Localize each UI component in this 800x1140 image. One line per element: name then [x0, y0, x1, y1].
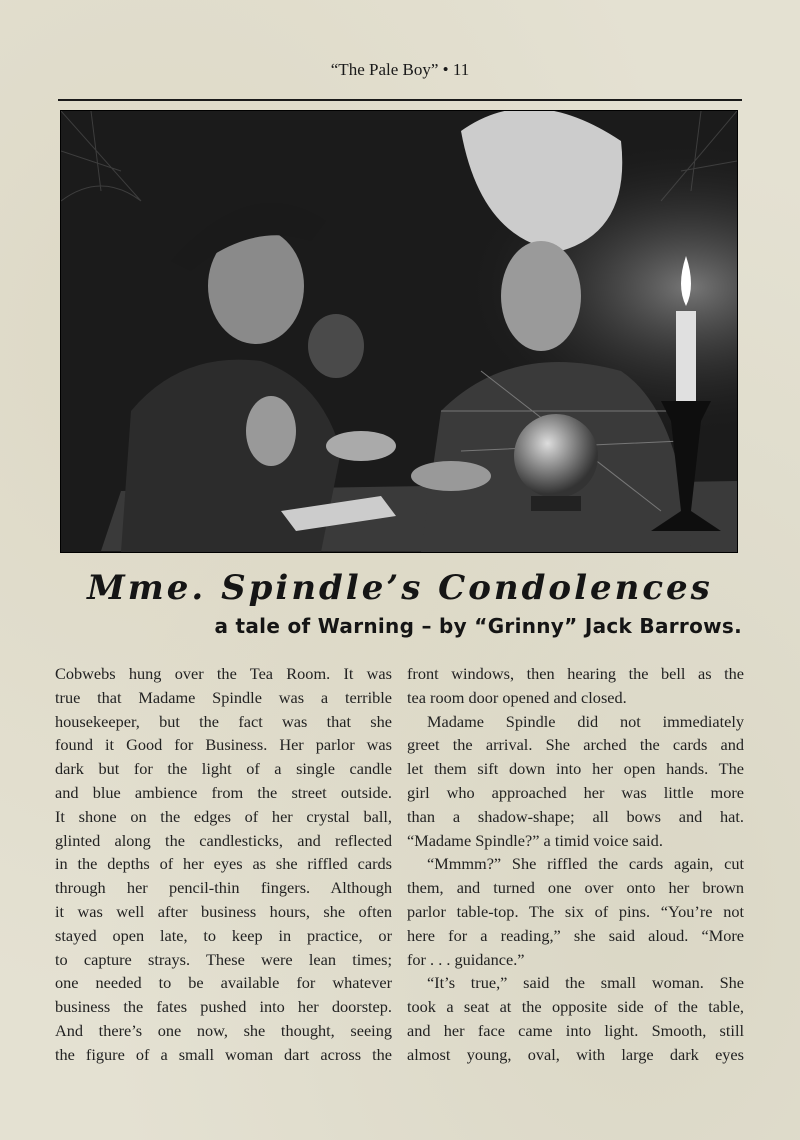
story-title: Mme. Spindle’s Condolences: [87, 568, 713, 608]
text-line: almost young, oval, with large dark eyes: [407, 1044, 744, 1064]
text-line: to capture strays. These were lean times;: [55, 949, 392, 969]
text-line: and her face came into light. Smooth, still: [407, 1020, 744, 1040]
text-line: than a shadow-shape; all bows and hat.: [407, 806, 744, 826]
text-line: the figure of a small woman dart across the: [55, 1044, 392, 1064]
left-text-column: [55, 662, 392, 1067]
story-illustration: [60, 110, 738, 553]
text-line: Madame Spindle did not immediately: [427, 711, 744, 731]
text-line: Cobwebs hung over the Tea Room. It was: [55, 664, 392, 683]
text-line: front windows, then hearing the bell as the: [407, 664, 744, 683]
text-line: for . . . guidance.”: [407, 949, 525, 969]
right-text-column: [407, 662, 744, 1067]
text-line: stayed open late, to keep in practice, or: [55, 925, 392, 945]
text-line: business the fates pushed into her doorstep.: [55, 997, 392, 1017]
text-line: glinted along the candlesticks, and reflected: [55, 830, 392, 850]
text-line: It shone on the edges of her crystal ball,: [55, 806, 392, 826]
text-line: one needed to be available for whatever: [55, 973, 392, 993]
text-line: greet the arrival. She arched the cards and: [407, 735, 744, 755]
text-line: “Mmmm?” She riffled the cards again, cut: [427, 854, 744, 874]
text-line: them, and turned one over onto her brown: [407, 878, 744, 898]
text-line: and blue ambience from the street outside.: [55, 782, 392, 802]
text-line: And there’s one now, she thought, seeing: [55, 1020, 392, 1040]
text-line: true that Madame Spindle was a terrible: [55, 687, 392, 707]
running-head: “The Pale Boy” • 11: [330, 60, 470, 79]
text-line: found it Good for Business. Her parlor was: [55, 735, 392, 755]
text-line: took a seat at the opposite side of the table,: [407, 997, 744, 1017]
text-line: here for a reading,” she said aloud. “More: [407, 925, 744, 945]
text-line: tea room door opened and closed.: [407, 687, 627, 707]
header-rule: [58, 99, 742, 101]
text-line: it was well after business hours, she often: [55, 901, 392, 921]
text-line: parlor table-top. The six of pins. “You’re not: [407, 901, 744, 921]
story-byline: a tale of Warning – by “Grinny” Jack Barrows.: [214, 614, 742, 638]
text-line: housekeeper, but the fact was that she: [55, 711, 392, 731]
text-line: through her pencil-thin fingers. Although: [55, 878, 392, 898]
text-line: girl who approached her was little more: [407, 782, 744, 802]
text-line: let them sift down into her open hands. The: [407, 759, 744, 779]
text-line: in the depths of her eyes as she riffled cards: [55, 854, 392, 874]
text-line: “Madame Spindle?” a timid voice said.: [407, 830, 663, 850]
text-line: dark but for the light of a single candle: [55, 759, 392, 779]
text-line: “It’s true,” said the small woman. She: [427, 973, 744, 993]
